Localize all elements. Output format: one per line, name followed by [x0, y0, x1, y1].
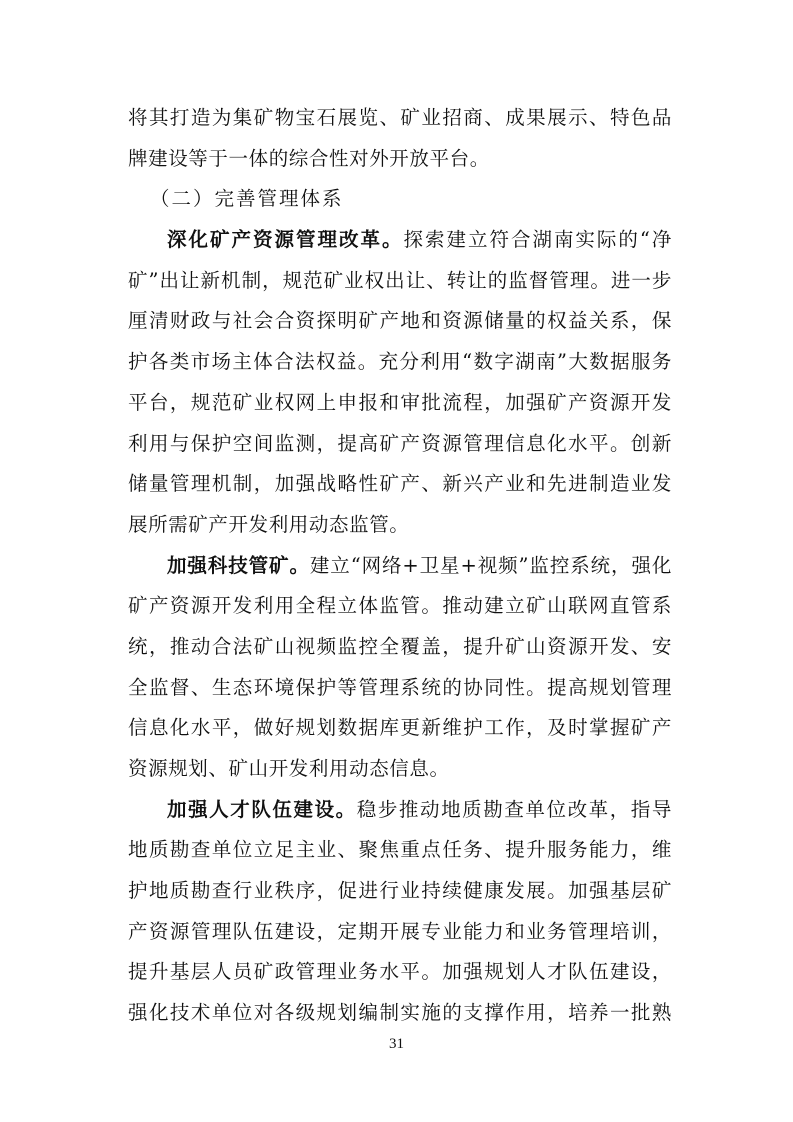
text-line: 统，推动合法矿山视频监控全覆盖，提升矿山资源开发、安 [128, 634, 672, 658]
text-run: 建立“网络+卫星+视频”监控系统，强化 [309, 553, 672, 577]
text-run: 稳步推动地质勘查单位改革，指导 [356, 797, 672, 821]
text-line: 资源规划、矿山开发利用动态信息。 [128, 757, 450, 780]
text-line [128, 546, 672, 587]
text-line: 储量管理机制，加强战略性矿产、新兴产业和先进制造业发 [128, 472, 672, 496]
paragraph-lead: 深化矿产资源管理改革。 [167, 228, 404, 252]
text-line [128, 790, 672, 831]
paragraph-mining-management-reform [128, 220, 672, 546]
paragraph-lead: 加强人才队伍建设。 [167, 797, 357, 821]
paragraph-tech-supervision [128, 546, 672, 790]
text-run: 探索建立符合湖南实际的“净 [403, 228, 672, 252]
body-text [128, 98, 672, 1034]
text-line: 全监督、生态环境保护等管理系统的协同性。提高规划管理 [128, 675, 672, 699]
section-heading: （二）完善管理体系 [150, 187, 344, 211]
text-line: 矿”出让新机制，规范矿业权出让、转让的监督管理。进一步 [128, 268, 672, 292]
text-line: 平台，规范矿业权网上申报和审批流程，加强矿产资源开发 [128, 390, 672, 414]
text-line: 展所需矿产开发利用动态监管。 [128, 512, 410, 536]
paragraph-continued [128, 98, 672, 179]
paragraph-lead: 加强科技管矿。 [167, 553, 310, 577]
text-line: 牌建设等于一体的综合性对外开放平台。 [128, 146, 490, 170]
text-line: 产资源管理队伍建设，定期开展专业能力和业务管理培训， [128, 919, 672, 943]
text-line [128, 220, 672, 261]
text-line: 厘清财政与社会合资探明矿产地和资源储量的权益关系，保 [128, 309, 672, 333]
text-line: 护地质勘查行业秩序，促进行业持续健康发展。加强基层矿 [128, 879, 672, 903]
text-line: 利用与保护空间监测，提高矿产资源管理信息化水平。创新 [128, 431, 672, 455]
text-line: 地质勘查单位立足主业、聚焦重点任务、提升服务能力，维 [128, 838, 672, 862]
page-number: 31 [389, 1036, 404, 1052]
text-line: 将其打造为集矿物宝石展览、矿业招商、成果展示、特色品 [128, 106, 672, 129]
paragraph-talent-building [128, 790, 672, 1034]
text-line: 提升基层人员矿政管理业务水平。加强规划人才队伍建设， [128, 960, 672, 984]
text-line: 护各类市场主体合法权益。充分利用“数字湖南”大数据服务 [128, 350, 672, 374]
text-line: 矿产资源开发利用全程立体监管。推动建立矿山联网直管系 [128, 594, 672, 618]
text-line: 信息化水平，做好规划数据库更新维护工作，及时掌握矿产 [128, 716, 672, 740]
text-line: 强化技术单位对各级规划编制实施的支撑作用，培养一批熟 [128, 1001, 672, 1025]
